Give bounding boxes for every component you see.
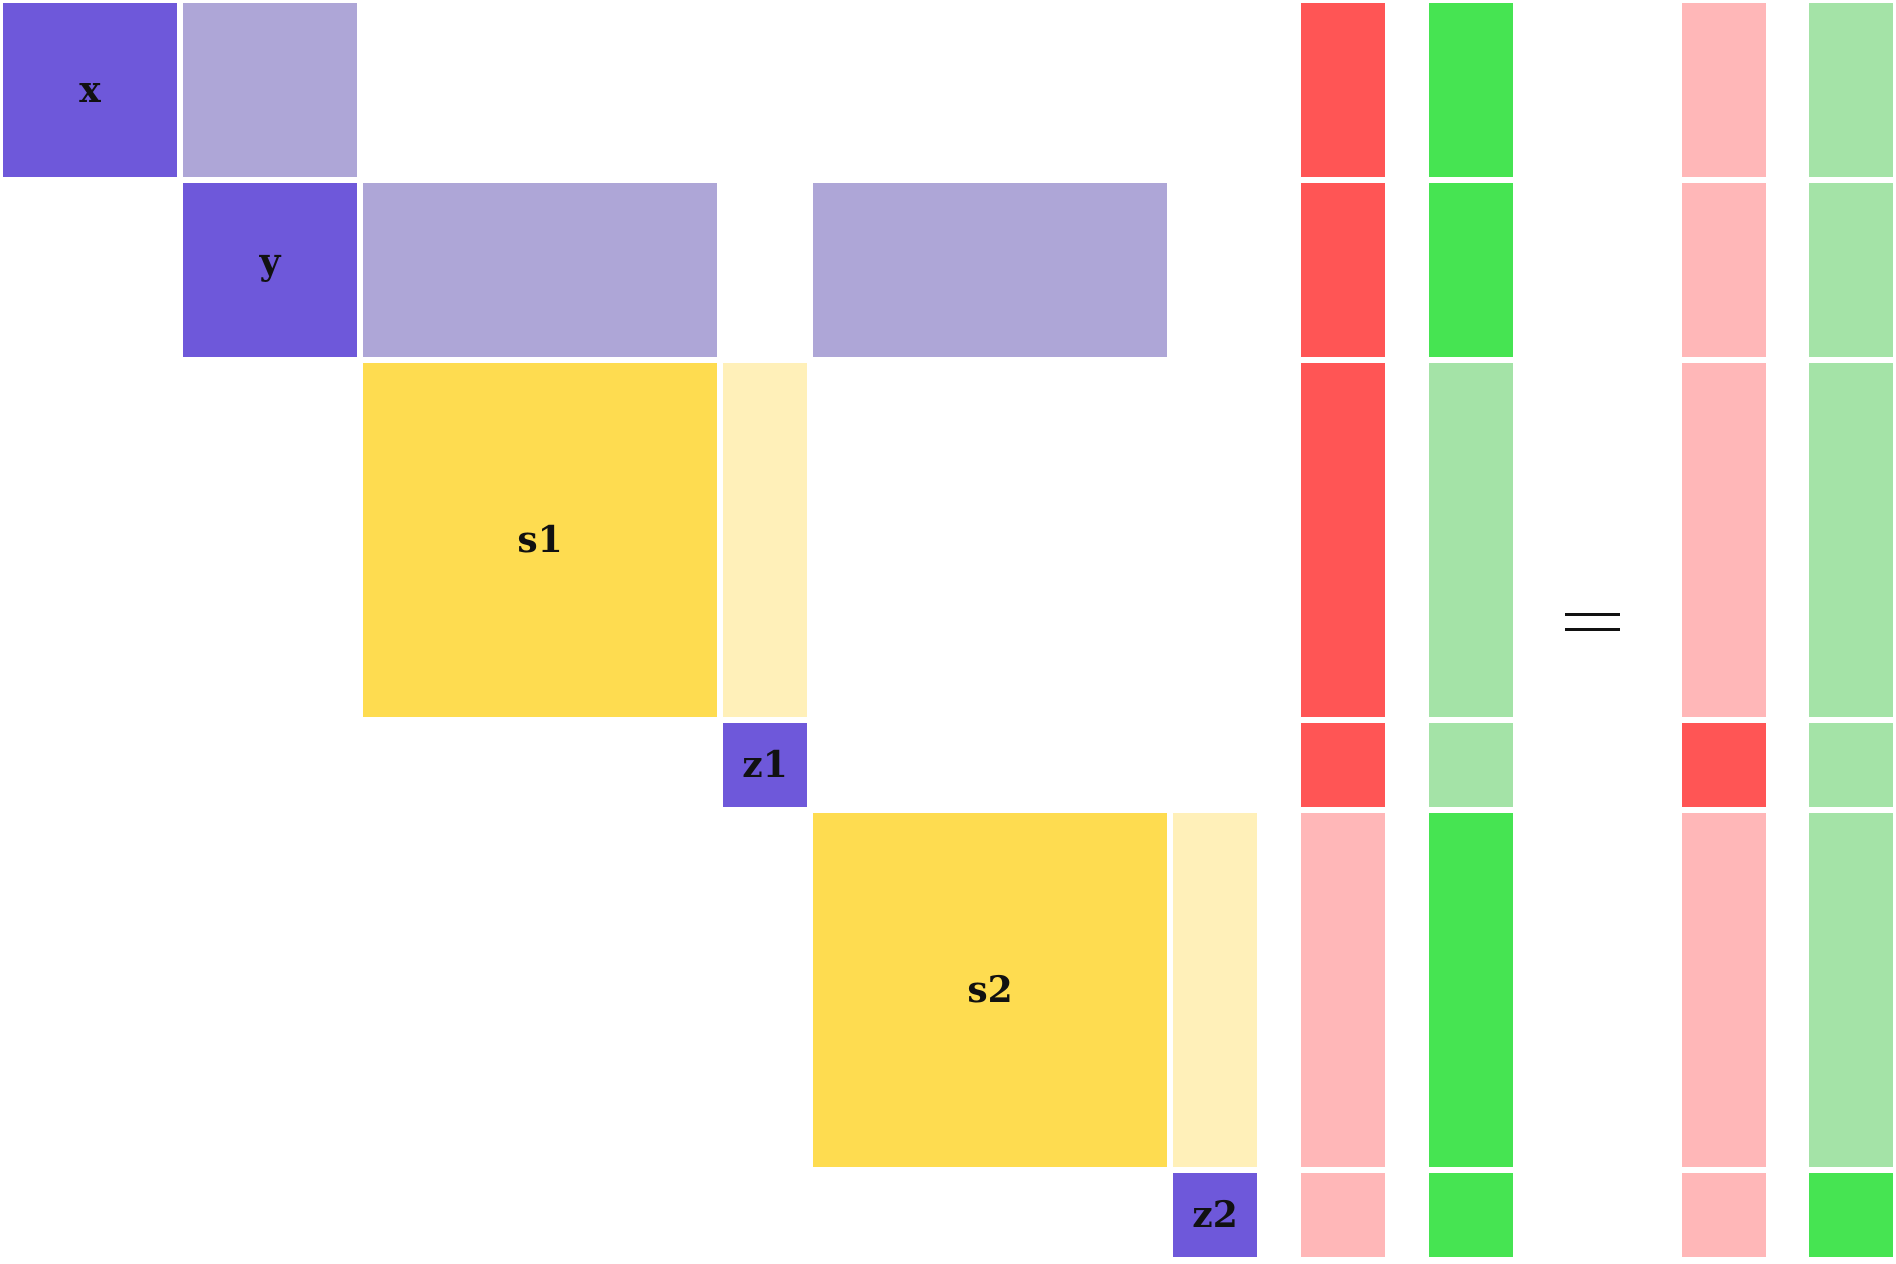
lhs-green-segment-6 xyxy=(1429,1173,1513,1257)
equals-bar-bottom xyxy=(1565,628,1620,631)
block-s2-z2 xyxy=(1173,813,1257,1167)
lhs-red-segment-2 xyxy=(1301,183,1385,357)
block-s1-z1 xyxy=(723,363,807,717)
lhs-green-segment-2 xyxy=(1429,183,1513,357)
rhs-red-segment-3 xyxy=(1682,363,1766,717)
lhs-green-segment-3 xyxy=(1429,363,1513,717)
rhs-green-segment-4 xyxy=(1809,723,1893,807)
lhs-red-vector xyxy=(1301,3,1385,1257)
block-matrix xyxy=(3,3,1257,1257)
equals-bar-top xyxy=(1565,613,1620,616)
lhs-red-segment-3 xyxy=(1301,363,1385,717)
label-s1: s1 xyxy=(517,519,563,561)
rhs-red-segment-4 xyxy=(1682,723,1766,807)
rhs-red-segment-5 xyxy=(1682,813,1766,1167)
rhs-red-segment-1 xyxy=(1682,3,1766,177)
rhs-green-segment-6 xyxy=(1809,1173,1893,1257)
rhs-red-segment-6 xyxy=(1682,1173,1766,1257)
rhs-green-segment-2 xyxy=(1809,183,1893,357)
rhs-red-vector xyxy=(1682,3,1766,1257)
label-s2: s2 xyxy=(967,969,1013,1011)
equals-sign xyxy=(1565,613,1620,631)
block-y-s1 xyxy=(363,183,717,357)
lhs-red-segment-5 xyxy=(1301,813,1385,1167)
lhs-green-segment-1 xyxy=(1429,3,1513,177)
label-y: y xyxy=(259,241,281,283)
lhs-green-segment-5 xyxy=(1429,813,1513,1167)
lhs-red-segment-1 xyxy=(1301,3,1385,177)
rhs-green-segment-3 xyxy=(1809,363,1893,717)
lhs-red-segment-4 xyxy=(1301,723,1385,807)
rhs-green-vector xyxy=(1809,3,1893,1257)
rhs-red-segment-2 xyxy=(1682,183,1766,357)
label-z1: z1 xyxy=(742,744,788,786)
rhs-green-segment-5 xyxy=(1809,813,1893,1167)
label-x: x xyxy=(79,69,101,111)
lhs-green-segment-4 xyxy=(1429,723,1513,807)
block-x-y xyxy=(183,3,357,177)
rhs-green-segment-1 xyxy=(1809,3,1893,177)
block-y-s2 xyxy=(813,183,1167,357)
lhs-green-vector xyxy=(1429,3,1513,1257)
label-z2: z2 xyxy=(1192,1194,1238,1236)
lhs-red-segment-6 xyxy=(1301,1173,1385,1257)
